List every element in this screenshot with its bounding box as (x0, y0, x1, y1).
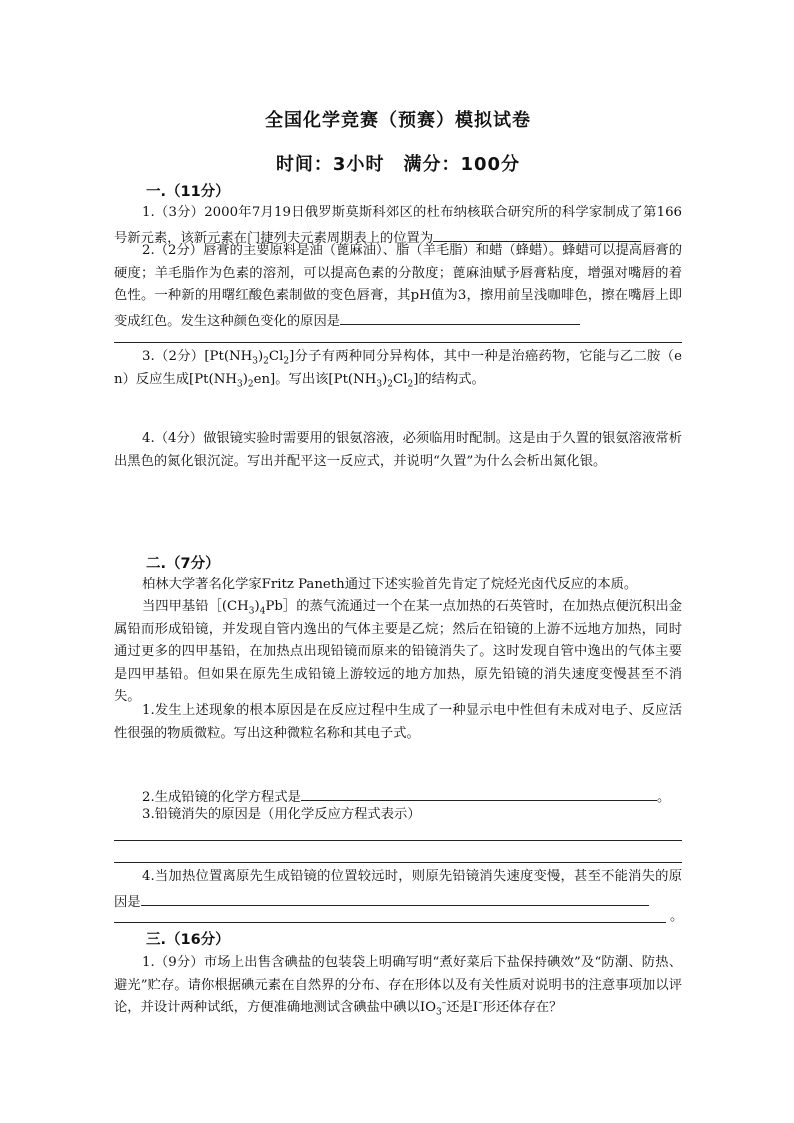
subscript: 4 (259, 606, 266, 617)
s2-intro: 柏林大学著名化学家Fritz Paneth通过下述实验首先肯定了烷烃光卤代反应的本质。 (142, 577, 638, 592)
subscript: 3 (435, 1007, 442, 1018)
subscript: 3 (376, 379, 383, 390)
s2-question-3: 3.铅镜消失的原因是（用化学反应方程式表示） (142, 807, 421, 822)
superscript: – (441, 998, 447, 1009)
subscript: 3 (252, 356, 258, 367)
answer-line[interactable] (114, 922, 666, 923)
s3-q1-part: 1.（9分）市场上出售含碘盐的包装袋上明确写明“煮好菜后下盐保持碘效”及“防潮、防热、避光”贮存。请你根据碘元素在自然界的分布、存在形体以及有关性质对说明书的注意事项加以评论，并设计两种试纸，方便准确地测试含碘盐中碘以IO (114, 955, 682, 1015)
s1-q3-part: ) (242, 371, 248, 387)
s1-q3-part: Cl (268, 349, 284, 364)
subscript: 2 (387, 379, 394, 390)
s3-q1-part: 还是I (446, 1000, 479, 1015)
answer-blank[interactable] (340, 308, 580, 325)
subscript: 3 (248, 606, 255, 617)
s1-q3-part: ) (382, 371, 388, 387)
s2-q2-text: 2.生成铅镜的化学方程式是 (142, 790, 301, 805)
s1-q3-part: Cl (393, 371, 408, 387)
s2-q4-text: 4.当加热位置离原先生成铅镜的位置较远时，则原先铅镜消失速度变慢，甚至不能消失的原因是 (114, 869, 682, 910)
s1-q3-part: ) (257, 349, 264, 364)
s2-question-1: 1.发生上述现象的根本原因是在反应过程中生成了一种显示电中性但有未成对电子、反应活性很强的物质微粒。写出这种微粒名称和其电子式。 (114, 703, 682, 741)
subscript: 3 (236, 379, 243, 390)
s2-exp-part: Pb］的蒸气流通过一个在某一点加热的石英管时，在加热点便沉积出金属铅而形成铅镜，并发现自管内逸出的气体主要是乙烷；然后在铅镜的上游不远地方加热，同时通过更多的四甲基铅，在加热点出现铅镜而原来的铅镜消失了。这时发现自管中逸出的气体主要是四甲基铅。但如果在原先生成铅镜上游较远的地方加热，原先铅镜的消失速度变慢甚至不消失。 (114, 599, 682, 704)
answer-blank[interactable] (141, 889, 649, 906)
s3-q1-part: 形还体存在？ (482, 1000, 563, 1015)
answer-line[interactable] (114, 862, 682, 863)
s1-q1-text: 1.（3分）2000年7月19日俄罗斯莫斯科郊区的杜布纳核联合研究所的科学家制成了第166号新元素，该新元素在门捷列夫元素周期表上的位置为 (114, 205, 682, 246)
section-3-heading: 三.（16分） (146, 932, 230, 948)
exam-subtitle: 时间：3小时 满分：100分 (275, 154, 521, 175)
section-1-heading: 一.（11分） (146, 184, 230, 200)
s1-q3-part: ]分子有两种同分异构体，其中一种是治癌药物，它能与乙二胺（en）反应生成[Pt(NH (114, 349, 682, 387)
s1-q2-text: 2.（2分）唇膏的主要原料是油（蓖麻油）、脂（羊毛脂）和蜡（蜂蜡）。蜂蜡可以提高唇膏的硬度；羊毛脂作为色素的溶剂，可以提高色素的分散度；蓖麻油赋予唇膏粘度，增强对嘴唇的着色性。一种新的用曙红酸色素制做的变色唇膏，其pH值为3，擦用前呈浅咖啡色，擦在嘴唇上即变成红色。发生这种颜色变化的原因是 (114, 243, 682, 329)
s3-question-1 (114, 952, 682, 1020)
subscript: 2 (283, 356, 290, 367)
s1-q3-part: 3.（2分）[Pt(NH (142, 349, 253, 364)
s2-question-4 (114, 866, 682, 914)
section-2-heading: 二.（7分） (146, 556, 220, 572)
s2-experiment (114, 596, 682, 709)
subscript: 2 (407, 379, 414, 390)
answer-blank[interactable] (301, 784, 657, 801)
s1-question-4: 4.（4分）做银镜实验时需要用的银氨溶液，必须临用时配制。这是由于久置的银氨溶液常析出黑色的氮化银沉淀。写出并配平这一反应式，并说明“久置”为什么会析出氮化银。 (114, 431, 682, 469)
exam-title: 全国化学竞赛（预赛）模拟试卷 (265, 110, 531, 131)
s1-question-3 (114, 346, 682, 391)
s2-exp-part: 当四甲基铅［(CH (142, 599, 249, 614)
s1-q3-part: en]。写出该[Pt(NH (253, 371, 377, 387)
answer-line[interactable] (114, 840, 682, 841)
s1-question-2 (114, 240, 682, 333)
s2-q2-end: 。 (656, 790, 671, 805)
s2-q4-end: 。 (670, 909, 684, 924)
s2-exp-part: ) (254, 599, 260, 614)
answer-blank[interactable] (433, 225, 641, 242)
subscript: 2 (263, 356, 269, 367)
answer-line[interactable] (114, 342, 682, 343)
s1-q3-part: ]的结构式。 (413, 371, 485, 387)
subscript: 2 (247, 379, 254, 390)
superscript: – (478, 998, 483, 1009)
